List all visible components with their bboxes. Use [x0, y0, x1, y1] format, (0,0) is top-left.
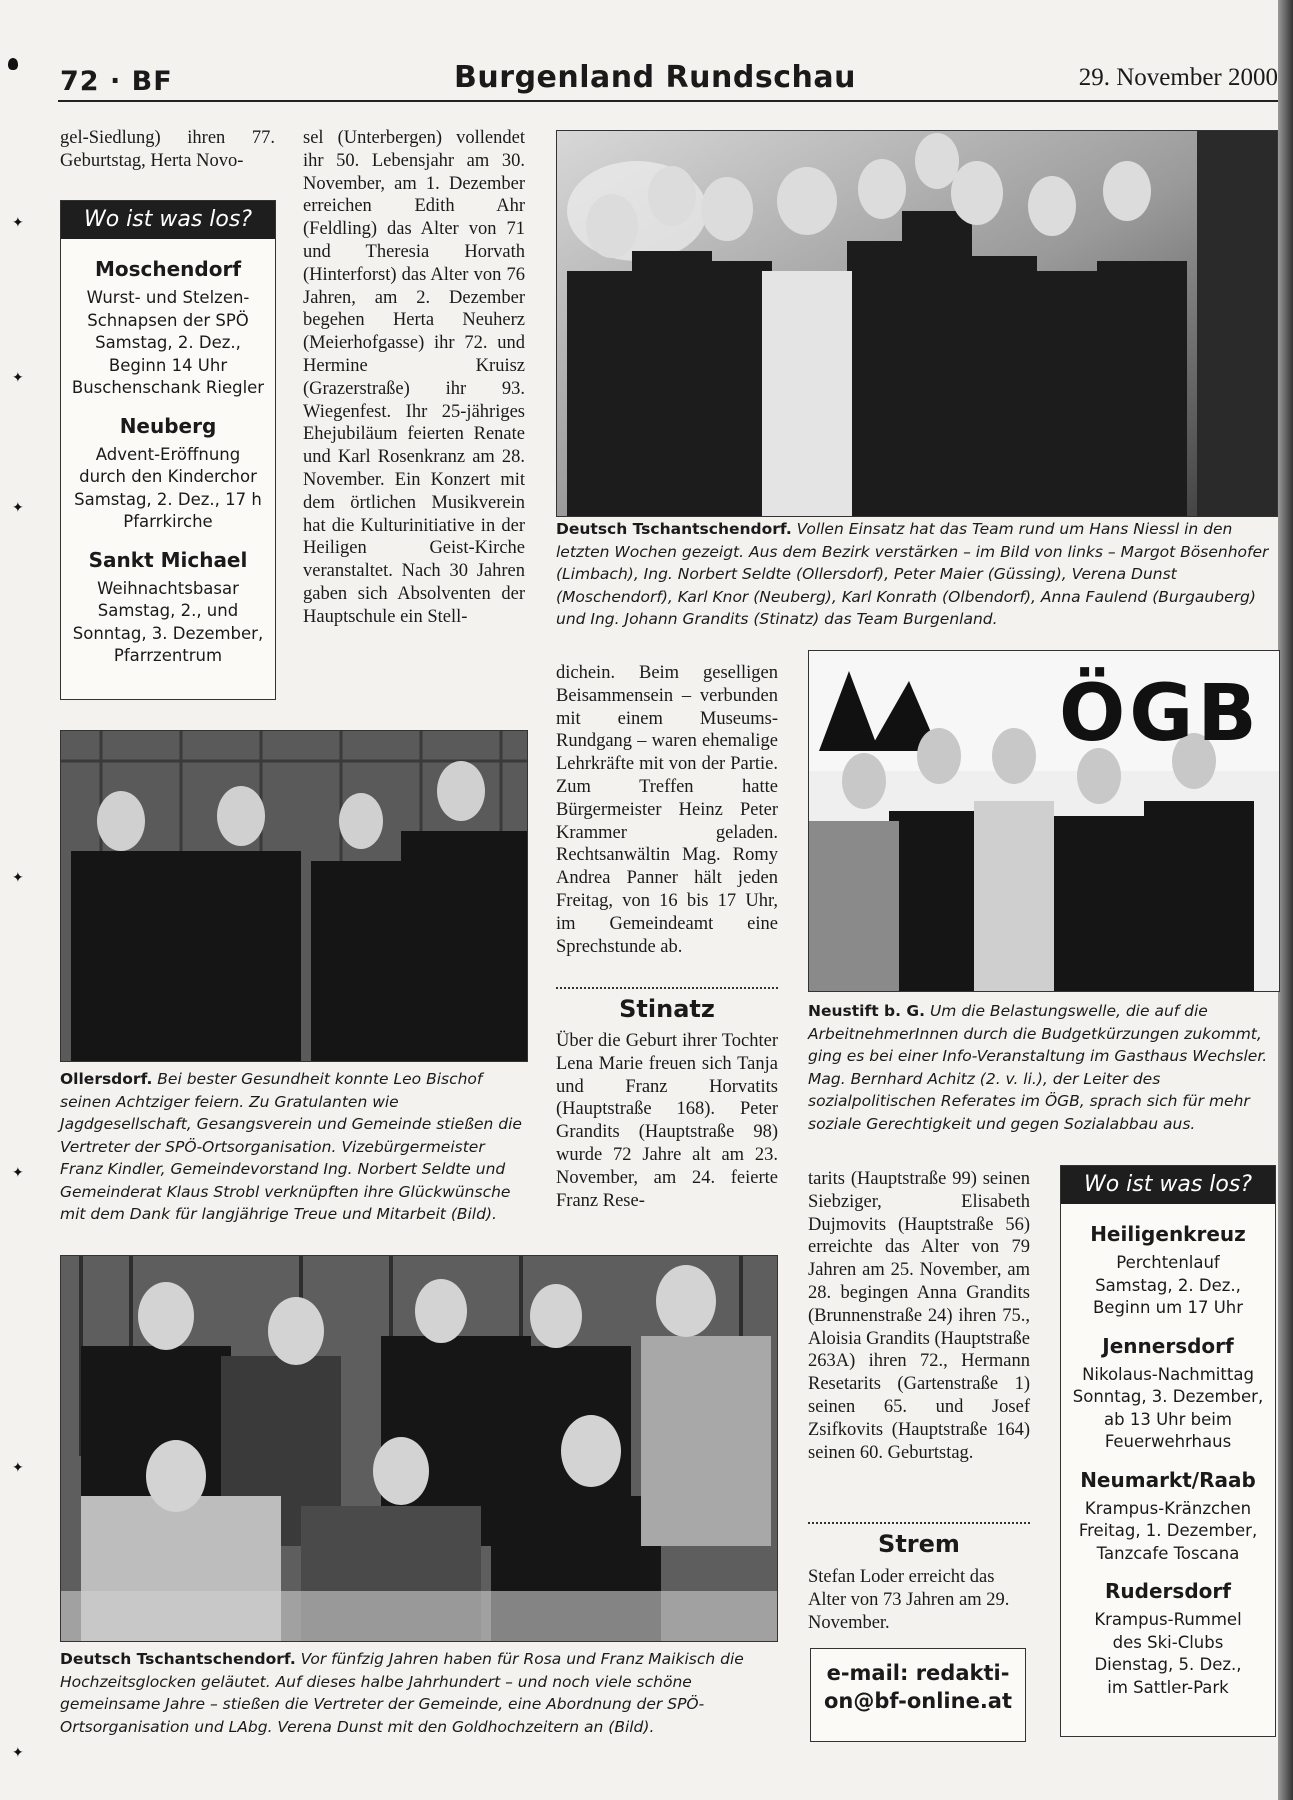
event-line: ab 13 Uhr beim	[1104, 1409, 1232, 1429]
email-line-1: e-mail: redakti-	[826, 1661, 1010, 1685]
caption-place: Deutsch Tschantschendorf.	[556, 520, 792, 538]
event-line: Weihnachtsbasar	[97, 578, 239, 598]
event-place: Heiligenkreuz	[1090, 1222, 1246, 1246]
page-edge-shadow	[1278, 0, 1293, 1800]
photo-oegb	[808, 650, 1280, 992]
events-box-title: Wo ist was los?	[1061, 1166, 1275, 1204]
margin-mark: ✦	[12, 216, 24, 231]
events-box-left	[60, 200, 276, 700]
event-line: Beginn um 17 Uhr	[1092, 1298, 1244, 1317]
caption-team-burgenland	[556, 518, 1278, 631]
event-line: Sonntag, 3. Dezember,	[1072, 1387, 1264, 1406]
event-line: Pfarrzentrum	[113, 646, 223, 665]
margin-mark: ✦	[12, 871, 24, 886]
event-line: Sonntag, 3. Dezember,	[72, 623, 264, 643]
event-line: des Ski-Clubs	[1112, 1632, 1224, 1652]
event-place: Rudersdorf	[1105, 1579, 1231, 1603]
margin-mark: ✦	[12, 371, 24, 386]
photo-team-burgenland	[556, 130, 1278, 517]
event-line: Tanzcafe Toscana	[1096, 1543, 1240, 1563]
margin-mark: ✦	[12, 1166, 24, 1181]
photo-ollersdorf	[60, 730, 528, 1062]
strem-heading: Strem	[878, 1530, 960, 1558]
event-line: Krampus-Rummel	[1094, 1610, 1242, 1629]
event-line: Beginn 14 Uhr	[108, 355, 228, 375]
email-line-2[interactable]: on@bf-online.at	[823, 1689, 1013, 1713]
event-line: Freitag, 1. Dezember,	[1078, 1521, 1258, 1540]
event-line: Samstag, 2., und	[97, 601, 239, 620]
events-box-body	[61, 257, 275, 668]
stinatz-text: Über die Geburt ihrer Tochter Lena Marie freuen sich Tanja und Franz Horvatits (Hauptstraße 168). Peter Grandits (Hauptstraße 98) wurde 72 Jahre alt am 23. November, am 24. feierte Franz Rese-	[556, 1031, 778, 1211]
caption-place: Ollersdorf.	[60, 1070, 153, 1088]
events-box-title: Wo ist was los?	[61, 201, 275, 239]
event-line: Advent-Eröffnung	[95, 444, 241, 464]
col2-text: sel (Unterbergen) vollendet ihr 50. Lebensjahr am 30. November, am 1. Dezember erreichen Edith Ahr (Feldling) das Alter von 71 und Theresia Horvath (Hinterforst) das Alter von 76 Jahren, am 2. Dezember begehen Herta Neuherz (Meierhofgasse) ihr 72. und Hermine Kruisz (Grazerstraße) ihr 93. Wiegenfest. Ihr 25-jähriges Ehejubiläum feierten Renate und Karl Rosenkranz am 28. November. Ein Konzert mit dem örtlichen Musikverein hat die Kulturinitiative in der Heiligen Geist-Kirche veranstaltet. Nach 30 Jahren gaben sich Absolventen der Hauptschule ein Stell-	[303, 128, 525, 627]
events-box-body	[1061, 1222, 1275, 1699]
event-line: Perchtenlauf	[1116, 1253, 1220, 1272]
caption-oegb	[808, 1000, 1280, 1135]
caption-place: Neustift b. G.	[808, 1002, 926, 1020]
event-place: Moschendorf	[94, 257, 242, 281]
event-line: Samstag, 2. Dez., 17 h	[74, 489, 262, 509]
caption-text: Vor fünfzig Jahren haben für Rosa und Franz Maikisch die Hochzeitsglocken geläutet. Auf dieses halbe Jahrhundert – und noch viele schöne gemeinsame Jahre – stießen die Vertreter der Gemeinde, eine Abordnung der SPÖ-Ortsorganisation und LAbg. Verena Dunst mit den Goldhochzeitern an (Bild).	[60, 1650, 744, 1736]
event-line: im Sattler-Park	[1107, 1677, 1229, 1697]
margin-mark: ✦	[12, 501, 24, 516]
issue-date: 29. November 2000	[1078, 64, 1278, 91]
caption-text: Bei bester Gesundheit konnte Leo Bischof seinen Achtziger feiern. Zu Gratulanten wie Jagdgesellschaft, Gesangsverein und Gemeinde stießen die Vertreter der SPÖ-Ortsorganisation. Vizebürgermeister Franz Kindler, Gemeindevorstand Ing. Norbert Seldte und Gemeinderat Klaus Strobl verknüpften ihre Glückwünsche mit dem Dank für langjährige Treue und Mitarbeit (Bild).	[60, 1070, 522, 1223]
event-line: Wurst- und Stelzen-	[86, 288, 250, 307]
strem-text: Stefan Loder erreicht das Alter von 73 Jahren am 29. November.	[808, 1567, 1010, 1633]
event-line: Krampus-Kränzchen	[1084, 1498, 1252, 1518]
event-line: Schnapsen der SPÖ	[87, 310, 249, 330]
event-line: Buschenschank Riegler	[71, 378, 265, 397]
col4-tarits-text: tarits (Hauptstraße 99) seinen Siebziger, Elisabeth Dujmovits (Hauptstraße 56) erreichte das Alter von 79 Jahren am 25. November, am 28. begingen Anna Grandits (Brunnenstraße 24) ihren 75., Aloisia Grandits (Hauptstraße 263A) ihren 72., Hermann Resetarits (Gartenstraße 1) seinen 65. und Josef Zsifkovits (Hauptstraße 164) seinen 60. Geburtstag.	[808, 1169, 1030, 1463]
caption-ollersdorf	[60, 1068, 530, 1226]
caption-goldhochzeit	[60, 1648, 780, 1738]
section-divider	[556, 987, 778, 989]
event-line: Samstag, 2. Dez.,	[1095, 1275, 1241, 1295]
event-place: Neumarkt/Raab	[1080, 1467, 1256, 1492]
margin-mark: ✦	[12, 1746, 24, 1761]
page-label: 72 · BF	[60, 66, 173, 97]
caption-text: Um die Belastungswelle, die auf die ArbeitnehmerInnen durch die Budgetkürzungen zukommt, ging es bei einer Info-Veranstaltung im Gasthaus Wechsler. Mag. Bernhard Achitz (2. v. li.), der Leiter des sozialpolitischen Referates im ÖGB, sprach sich für mehr soziale Gerechtigkeit und gegen Sozialabbau aus.	[808, 1002, 1268, 1133]
event-line: Nikolaus-Nachmittag	[1082, 1364, 1254, 1384]
stinatz-heading: Stinatz	[619, 995, 715, 1023]
margin-mark	[8, 58, 18, 70]
event-place: Neuberg	[119, 413, 217, 438]
oegb-sign-text: ÖGB	[1059, 669, 1261, 759]
event-line: Pfarrkirche	[123, 512, 213, 531]
caption-place: Deutsch Tschantschendorf.	[60, 1650, 296, 1668]
event-place: Jennersdorf	[1102, 1333, 1234, 1358]
event-line: Samstag, 2. Dez.,	[95, 333, 241, 352]
caption-text: Vollen Einsatz hat das Team rund um Hans Niessl in den letzten Wochen gezeigt. Aus dem Bezirk verstärken – im Bild von links – Margot Bösenhofer (Limbach), Ing. Norbert Seldte (Ollersdorf), Peter Maier (Güssing), Verena Dunst (Moschendorf), Karl Knor (Neuberg), Karl Konrath (Olbendorf), Anna Faulend (Burgauberg) und Ing. Johann Grandits (Stinatz) das Team Burgenland.	[556, 520, 1269, 628]
event-line: durch den Kinderchor	[79, 467, 257, 486]
publication-title: Burgenland Rundschau	[454, 60, 856, 95]
section-divider	[808, 1522, 1030, 1524]
event-place: Sankt Michael	[88, 547, 248, 572]
header-rule	[58, 100, 1278, 102]
col3-text: dichein. Beim geselligen Beisammensein – verbunden mit einem Museums-Rundgang – waren ehemalige Lehrkräfte mit von der Partie. Zum Treffen hatte Bürgermeister Heinz Peter Krammer geladen. Rechtsanwältin Mag. Romy Andrea Panner hält jeden Freitag, von 16 bis 17 Uhr, im Gemeindeamt eine Sprechstunde ab.	[556, 663, 778, 957]
margin-mark: ✦	[12, 1461, 24, 1476]
col1-top-text: gel-Siedlung) ihren 77. Geburtstag, Herta Novo-	[60, 128, 275, 171]
photo-goldhochzeit	[60, 1255, 778, 1642]
event-line: Feuerwehrhaus	[1104, 1432, 1232, 1451]
email-box	[810, 1648, 1026, 1742]
events-box-right	[1060, 1165, 1276, 1737]
event-line: Dienstag, 5. Dez.,	[1094, 1655, 1242, 1674]
